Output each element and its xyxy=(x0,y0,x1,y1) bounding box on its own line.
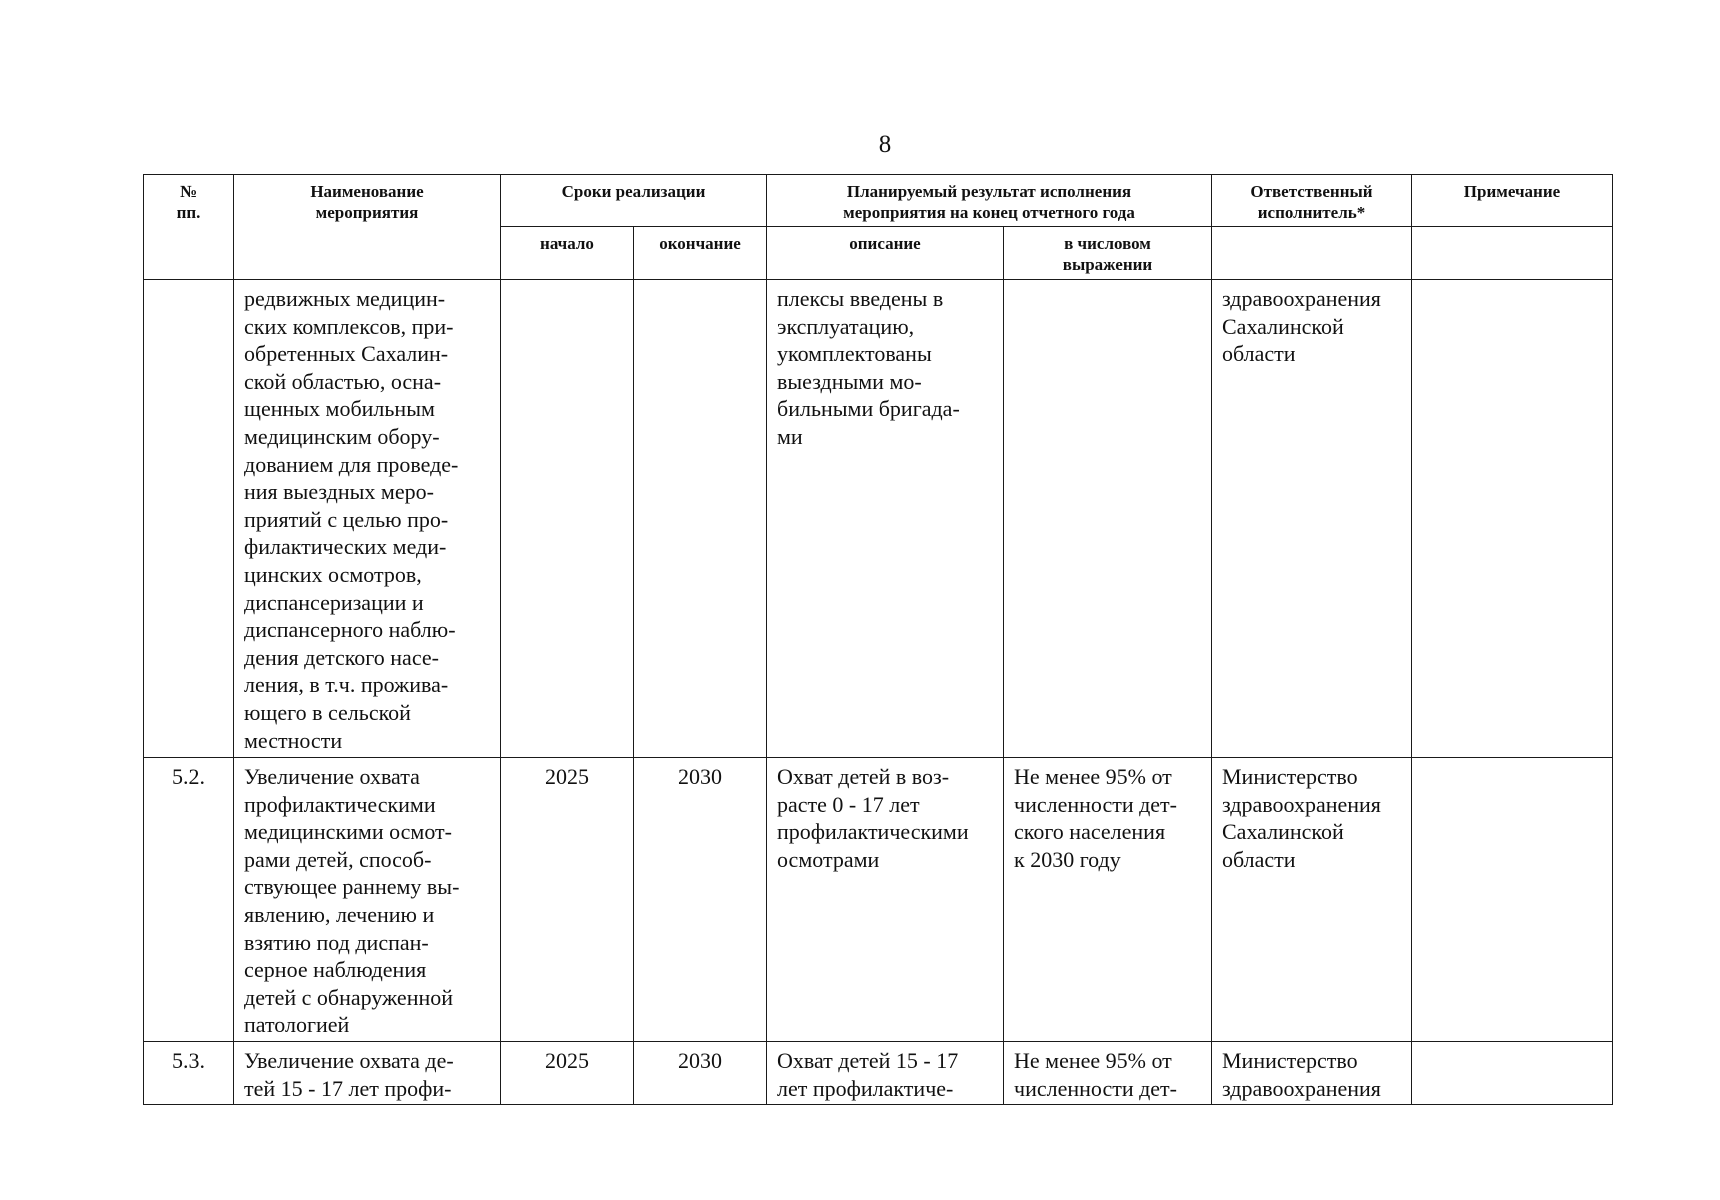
cell-line: Охват детей 15 - 17 xyxy=(777,1048,959,1073)
cell-line: плексы введены в xyxy=(777,286,944,311)
row-name xyxy=(234,1042,501,1105)
header-period: Сроки реализации xyxy=(501,175,767,227)
cell-line: ми xyxy=(777,423,803,449)
row-responsible xyxy=(1212,758,1412,1042)
row-desc xyxy=(767,280,1004,758)
cell-line: численности дет- xyxy=(1014,791,1177,817)
header-end: окончание xyxy=(634,227,767,280)
table-body xyxy=(144,280,1613,1105)
cell-line: тей 15 - 17 лет профи- xyxy=(244,1075,452,1101)
cell-line: профилактическими xyxy=(777,819,969,845)
header-responsible-sub xyxy=(1212,227,1412,280)
header-note: Примечание xyxy=(1412,175,1613,227)
cell-line: Сахалинской xyxy=(1222,313,1344,339)
row-start: 2025 xyxy=(501,1042,634,1105)
activities-table xyxy=(143,174,1613,1105)
cell-line: укомплектованы xyxy=(777,341,932,367)
row-end xyxy=(634,280,767,758)
row-note xyxy=(1412,758,1613,1042)
cell-line: Министерство xyxy=(1222,1048,1358,1073)
cell-line: ских комплексов, при- xyxy=(244,313,454,339)
cell-line: лет профилактиче- xyxy=(777,1075,954,1101)
header-result: Планируемый результат исполнения мероприятия на конец отчетного года xyxy=(767,175,1212,227)
cell-line: Не менее 95% от xyxy=(1014,764,1172,789)
row-responsible xyxy=(1212,280,1412,758)
row-responsible xyxy=(1212,1042,1412,1105)
cell-line: диспансеризации и xyxy=(244,589,424,615)
table-row xyxy=(144,1042,1613,1105)
row-numeric xyxy=(1004,280,1212,758)
cell-line: эксплуатацию, xyxy=(777,313,915,339)
cell-line: ской областью, осна- xyxy=(244,368,442,394)
page-number: 8 xyxy=(878,131,892,158)
cell-line: цинских осмотров, xyxy=(244,561,422,587)
cell-line: редвижных медицин- xyxy=(244,286,446,311)
cell-line: здравоохранения xyxy=(1222,286,1381,311)
header-start: начало xyxy=(501,227,634,280)
row-num: 5.3. xyxy=(144,1042,234,1105)
cell-line: взятию под диспан- xyxy=(244,929,429,955)
cell-line: Не менее 95% от xyxy=(1014,1048,1172,1073)
cell-line: филактических меди- xyxy=(244,534,447,560)
cell-line: бильными бригада- xyxy=(777,396,960,422)
header-name: Наименование мероприятия xyxy=(234,175,501,280)
cell-line: Охват детей в воз- xyxy=(777,764,950,789)
table-row xyxy=(144,280,1613,758)
row-num xyxy=(144,280,234,758)
row-name xyxy=(234,758,501,1042)
cell-line: здравоохранения xyxy=(1222,791,1381,817)
cell-line: выездными мо- xyxy=(777,368,922,394)
row-desc xyxy=(767,1042,1004,1105)
cell-line: осмотрами xyxy=(777,846,880,872)
cell-line: явлению, лечению и xyxy=(244,901,435,927)
header-note-sub xyxy=(1412,227,1613,280)
cell-line: области xyxy=(1222,846,1296,872)
header-num: № пп. xyxy=(144,175,234,280)
cell-line: профилактическими xyxy=(244,791,436,817)
cell-line: детей с обнаруженной xyxy=(244,984,454,1010)
row-end: 2030 xyxy=(634,758,767,1042)
cell-line: ского населения xyxy=(1014,819,1166,845)
cell-line: щенных мобильным xyxy=(244,396,435,422)
cell-line: местности xyxy=(244,727,343,753)
cell-line: диспансерного наблю- xyxy=(244,617,456,643)
cell-line: обретенных Сахалин- xyxy=(244,341,449,367)
header-desc: описание xyxy=(767,227,1004,280)
row-start: 2025 xyxy=(501,758,634,1042)
header-numeric: в числовом выражении xyxy=(1004,227,1212,280)
row-end: 2030 xyxy=(634,1042,767,1105)
cell-line: Министерство xyxy=(1222,764,1358,789)
row-numeric xyxy=(1004,1042,1212,1105)
cell-line: области xyxy=(1222,341,1296,367)
cell-line: Увеличение охвата де- xyxy=(244,1048,454,1073)
cell-line: расте 0 - 17 лет xyxy=(777,791,920,817)
row-name xyxy=(234,280,501,758)
row-num: 5.2. xyxy=(144,758,234,1042)
cell-line: ющего в сельской xyxy=(244,699,411,725)
row-desc xyxy=(767,758,1004,1042)
cell-line: медицинским обору- xyxy=(244,423,440,449)
cell-line: приятий с целью про- xyxy=(244,506,449,532)
row-note xyxy=(1412,280,1613,758)
cell-line: медицинскими осмот- xyxy=(244,819,452,845)
cell-line: Увеличение охвата xyxy=(244,764,420,789)
cell-line: ствующее раннему вы- xyxy=(244,874,460,900)
header-responsible: Ответственный исполнитель* xyxy=(1212,175,1412,227)
cell-line: здравоохранения xyxy=(1222,1075,1381,1101)
cell-line: Сахалинской xyxy=(1222,819,1344,845)
row-note xyxy=(1412,1042,1613,1105)
cell-line: ния выездных меро- xyxy=(244,479,434,505)
table-row xyxy=(144,758,1613,1042)
cell-line: серное наблюдения xyxy=(244,957,427,983)
cell-line: численности дет- xyxy=(1014,1075,1177,1101)
cell-line: ления, в т.ч. прожива- xyxy=(244,672,449,698)
cell-line: к 2030 году xyxy=(1014,846,1121,872)
row-start xyxy=(501,280,634,758)
cell-line: рами детей, способ- xyxy=(244,846,432,872)
cell-line: дения детского насе- xyxy=(244,644,439,670)
cell-line: патологией xyxy=(244,1012,350,1038)
cell-line: дованием для проведе- xyxy=(244,451,459,477)
row-numeric xyxy=(1004,758,1212,1042)
